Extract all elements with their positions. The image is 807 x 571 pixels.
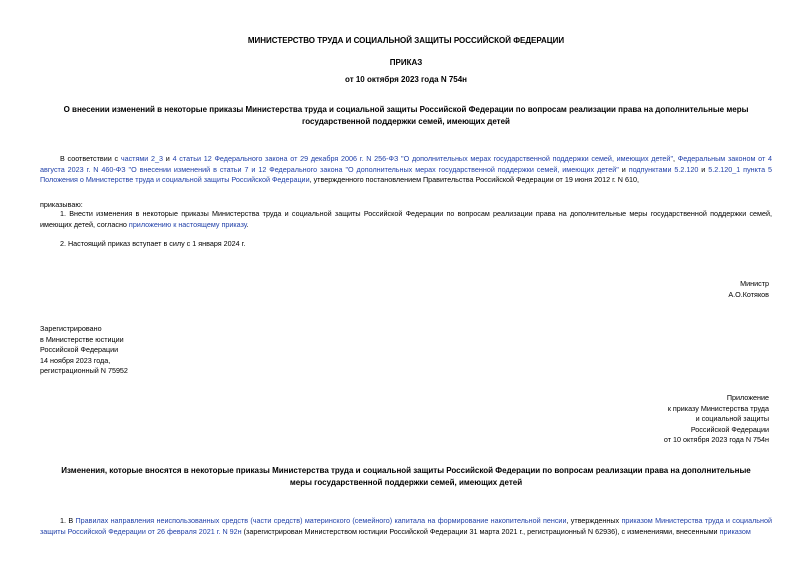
item1-text-2: .	[246, 219, 249, 229]
order-item-1	[40, 209, 772, 230]
registration-line: Российской Федерации	[40, 345, 119, 354]
link-regulation-ministry[interactable]: 5.2.120_1 пункта 5 Положения о Министерстве труда и социальной защиты Российской Федерации	[40, 164, 772, 184]
basis-text-3: ,	[673, 154, 678, 163]
link-order-92n[interactable]: приказом Министерства труда и социальной защиты Российской Федерации от 26 февраля 2021 г. N 92н	[40, 516, 772, 536]
registration-line: 14 ноября 2023 года,	[40, 355, 111, 365]
link-parts-2-3[interactable]: частями 2_3	[120, 154, 164, 163]
registration-line: регистрационный N 75952	[40, 366, 128, 375]
registration-line: в Министерстве юстиции	[40, 334, 124, 344]
item3-text-2: , утвержденных	[566, 516, 622, 525]
signature-block	[728, 279, 769, 300]
item3-text-1: 1. В	[60, 516, 76, 525]
signer-position: Министр	[740, 279, 769, 288]
signer-name: А.О.Котяков	[728, 289, 769, 299]
document-type: ПРИКАЗ	[389, 58, 423, 67]
registration-line: Зарегистрировано	[40, 324, 102, 333]
appendix-line: и социальной защиты	[695, 414, 769, 423]
basis-paragraph	[40, 154, 772, 186]
link-subparagraph-5-2-120[interactable]: подпунктами 5.2.120	[628, 164, 699, 174]
basis-text-4: и	[618, 164, 629, 174]
basis-text-2: и	[163, 154, 173, 163]
item3-text-3: (зарегистрирован Министерством юстиции Российской Федерации 31 марта 2021 г., регистрационный N 62936), с изменениями, внесенными	[241, 526, 720, 536]
order-item-2: 2. Настоящий приказ вступает в силу с 1 января 2024 г.	[60, 239, 246, 248]
link-order[interactable]: приказом	[719, 526, 751, 536]
link-appendix[interactable]: приложению к настоящему приказу	[128, 219, 247, 229]
changes-item-1	[40, 516, 772, 537]
link-law-460fz[interactable]: Федеральным законом от 4 августа 2023 г. N 460-ФЗ "О внесении изменений в статьи 7 и 12 Федерального закона "О дополнительных мерах государственной поддержки семей, имеющих детей"	[40, 154, 772, 174]
appendix-line: от 10 октября 2023 года N 754н	[663, 435, 769, 444]
basis-text-1: В соответствии с	[60, 154, 121, 163]
document-subject: О внесении изменений в некоторые приказы Министерства труда и социальной защиты Российской Федерации по вопросам реализации права на дополнительные меры государственной поддержки семей, имеющих детей	[63, 105, 749, 126]
basis-text-6: , утвержденного постановлением Правительства Российской Федерации от 19 июня 2012 г. N 610,	[309, 175, 639, 184]
appendix-line: к приказу Министерства труда	[667, 403, 769, 413]
appendix-header	[664, 393, 769, 446]
ministry-heading: МИНИСТЕРСТВО ТРУДА И СОЦИАЛЬНОЙ ЗАЩИТЫ РОССИЙСКОЙ ФЕДЕРАЦИИ	[247, 36, 565, 45]
order-word: приказываю:	[40, 200, 83, 209]
link-law-256fz[interactable]: 4 статьи 12 Федерального закона от 29 декабря 2006 г. N 256-ФЗ "О дополнительных мерах государственной поддержки семей, имеющих детей"	[172, 154, 673, 163]
changes-title: Изменения, которые вносятся в некоторые приказы Министерства труда и социальной защиты Российской Федерации по вопросам реализации права на дополнительные меры государственной поддержки семей, имеющих детей	[61, 466, 751, 487]
document-date-number: от 10 октября 2023 года N 754н	[345, 75, 467, 84]
registration-block	[40, 324, 128, 377]
item1-text-1: 1. Внести изменения в некоторые приказы Министерства труда и социальной защиты Российской Федерации по вопросам реализации права на дополнительные меры государственной поддержки семей, имеющих детей, согласно	[40, 209, 772, 229]
link-rules-pension[interactable]: Правилах направления неиспользованных средств (части средств) материнского (семейного) капитала на формирование накопительной пенсии	[75, 516, 567, 525]
appendix-line: Приложение	[726, 393, 769, 402]
basis-text-5: и	[698, 164, 709, 174]
appendix-line: Российской Федерации	[690, 424, 769, 434]
